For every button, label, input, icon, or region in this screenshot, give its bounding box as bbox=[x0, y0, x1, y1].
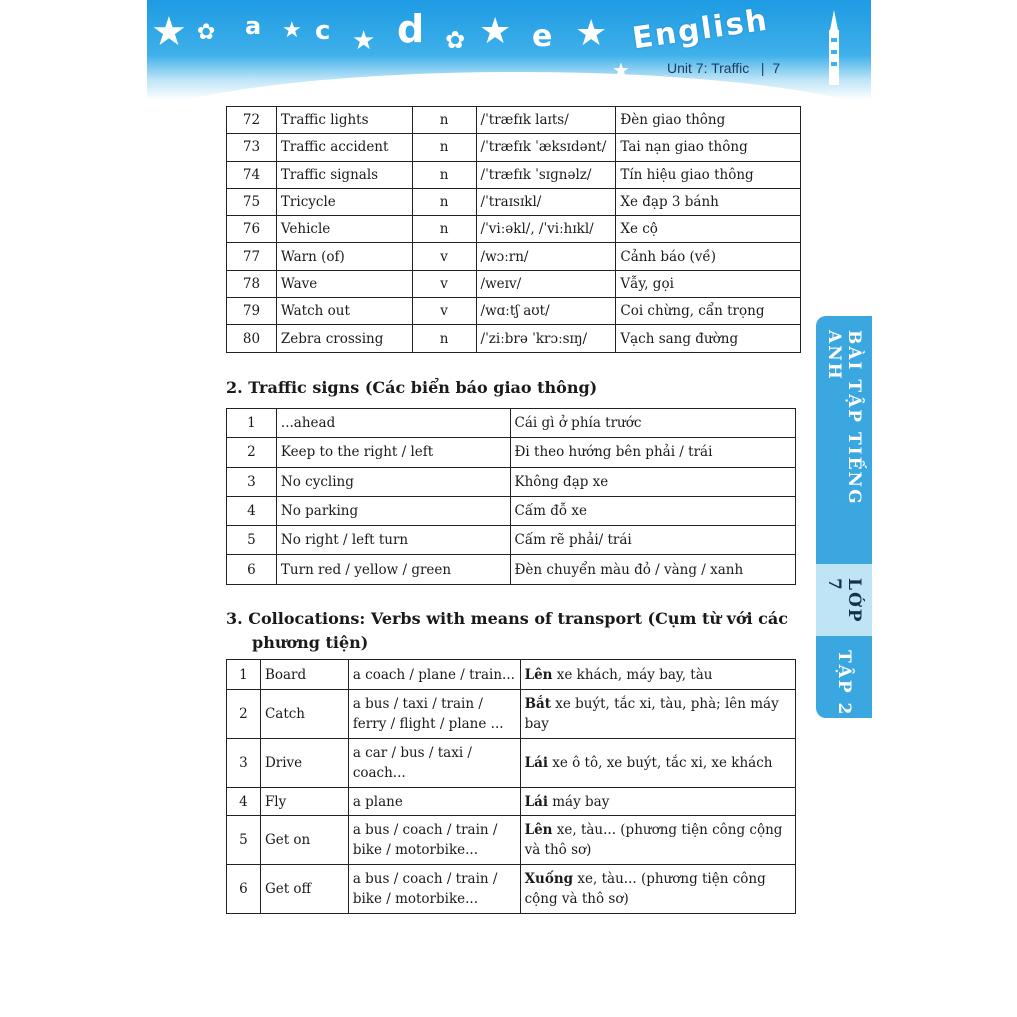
star-icon: ★ bbox=[151, 9, 187, 55]
row-number: 4 bbox=[227, 788, 261, 816]
row-number: 78 bbox=[227, 270, 277, 297]
vocab-word: Warn (of) bbox=[276, 243, 412, 270]
section-2-heading: 2. Traffic signs (Các biển báo giao thông) bbox=[226, 378, 598, 397]
table-row bbox=[227, 325, 801, 352]
star-icon: ★ bbox=[575, 13, 608, 54]
transport-object: a bus / coach / train / bike / motorbike... bbox=[348, 865, 520, 914]
part-of-speech: n bbox=[412, 325, 476, 352]
sign-vietnamese: Cấm rẽ phải/ trái bbox=[510, 526, 795, 555]
sign-english: No right / left turn bbox=[276, 526, 510, 555]
row-number: 4 bbox=[227, 496, 277, 525]
table-row bbox=[227, 438, 796, 467]
part-of-speech: v bbox=[412, 298, 476, 325]
side-tab-subject bbox=[816, 316, 872, 564]
row-number: 80 bbox=[227, 325, 277, 352]
table-row bbox=[227, 555, 796, 584]
row-number: 1 bbox=[227, 660, 261, 690]
pronunciation: /ˈtræfɪk ˈsɪɡnəlz/ bbox=[476, 161, 616, 188]
vocab-word: Vehicle bbox=[276, 216, 412, 243]
table-row bbox=[227, 188, 801, 215]
table-row bbox=[227, 216, 801, 243]
part-of-speech: n bbox=[412, 161, 476, 188]
sign-english: Turn red / yellow / green bbox=[276, 555, 510, 584]
table-row bbox=[227, 865, 796, 914]
sign-vietnamese: Đèn chuyển màu đỏ / vàng / xanh bbox=[510, 555, 795, 584]
sign-vietnamese: Cấm đỗ xe bbox=[510, 496, 795, 525]
tower-icon bbox=[819, 10, 849, 85]
pronunciation: /ˈviːəkl/, /ˈviːhɪkl/ bbox=[476, 216, 616, 243]
table-row bbox=[227, 526, 796, 555]
row-number: 2 bbox=[227, 690, 261, 739]
part-of-speech: n bbox=[412, 134, 476, 161]
banner-wave bbox=[147, 72, 871, 100]
verb: Fly bbox=[260, 788, 348, 816]
pronunciation: /ˈtræfɪk ˈæksɪdənt/ bbox=[476, 134, 616, 161]
row-number: 3 bbox=[227, 467, 277, 496]
table-row bbox=[227, 816, 796, 865]
collocation-meaning: Bắt xe buýt, tắc xi, tàu, phà; lên máy bay bbox=[520, 690, 795, 739]
table-row bbox=[227, 107, 801, 134]
table-row bbox=[227, 467, 796, 496]
part-of-speech: v bbox=[412, 243, 476, 270]
star-icon: ★ bbox=[282, 18, 302, 43]
pronunciation: /ˈtraɪsɪkl/ bbox=[476, 188, 616, 215]
page-number: 7 bbox=[772, 60, 781, 76]
row-number: 1 bbox=[227, 409, 277, 438]
collocation-meaning: Lên xe khách, máy bay, tàu bbox=[520, 660, 795, 690]
vocab-table bbox=[226, 106, 801, 353]
collocation-meaning: Lái xe ô tô, xe buýt, tắc xi, xe khách bbox=[520, 739, 795, 788]
part-of-speech: n bbox=[412, 216, 476, 243]
meaning: Coi chừng, cẩn trọng bbox=[616, 298, 801, 325]
row-number: 2 bbox=[227, 438, 277, 467]
sign-english: No cycling bbox=[276, 467, 510, 496]
row-number: 73 bbox=[227, 134, 277, 161]
section-3-heading bbox=[226, 607, 796, 655]
table-row bbox=[227, 298, 801, 325]
verb: Board bbox=[260, 660, 348, 690]
transport-object: a car / bus / taxi / coach... bbox=[348, 739, 520, 788]
verb: Drive bbox=[260, 739, 348, 788]
transport-object: a plane bbox=[348, 788, 520, 816]
vocab-word: Watch out bbox=[276, 298, 412, 325]
row-number: 3 bbox=[227, 739, 261, 788]
banner-letter-a: a bbox=[245, 12, 262, 40]
transport-object: a bus / taxi / train / ferry / flight / plane ... bbox=[348, 690, 520, 739]
header-banner bbox=[147, 0, 871, 100]
row-number: 74 bbox=[227, 161, 277, 188]
row-number: 5 bbox=[227, 816, 261, 865]
row-number: 79 bbox=[227, 298, 277, 325]
row-number: 75 bbox=[227, 188, 277, 215]
table-row bbox=[227, 134, 801, 161]
collocation-meaning: Lên xe, tàu... (phương tiện công cộng và thô sơ) bbox=[520, 816, 795, 865]
table-row bbox=[227, 690, 796, 739]
banner-letter-d: d bbox=[397, 7, 425, 51]
vocab-word: Zebra crossing bbox=[276, 325, 412, 352]
side-tab-volume-label: TẬP 2 bbox=[834, 650, 854, 717]
sign-english: Keep to the right / left bbox=[276, 438, 510, 467]
meaning: Xe đạp 3 bánh bbox=[616, 188, 801, 215]
pronunciation: /wɑːtʃ aʊt/ bbox=[476, 298, 616, 325]
pronunciation: /ˈziːbrə ˈkrɔːsɪŋ/ bbox=[476, 325, 616, 352]
star-icon: ✿ bbox=[197, 20, 216, 45]
vocab-word: Wave bbox=[276, 270, 412, 297]
part-of-speech: n bbox=[412, 188, 476, 215]
pronunciation: /weɪv/ bbox=[476, 270, 616, 297]
vocab-word: Traffic accident bbox=[276, 134, 412, 161]
meaning: Vẫy, gọi bbox=[616, 270, 801, 297]
english-logo: English bbox=[630, 2, 771, 57]
side-tab-subject-label: BÀI TẬP TIẾNG ANH bbox=[824, 330, 864, 506]
table-row bbox=[227, 409, 796, 438]
table-row bbox=[227, 788, 796, 816]
sign-vietnamese: Không đạp xe bbox=[510, 467, 795, 496]
row-number: 76 bbox=[227, 216, 277, 243]
verb: Get on bbox=[260, 816, 348, 865]
meaning: Tai nạn giao thông bbox=[616, 134, 801, 161]
table-row bbox=[227, 660, 796, 690]
star-icon: ★ bbox=[352, 26, 376, 56]
section-3-title-line2: phương tiện) bbox=[252, 633, 369, 652]
sign-english: ...ahead bbox=[276, 409, 510, 438]
vocab-word: Traffic lights bbox=[276, 107, 412, 134]
section-3-title-line1: 3. Collocations: Verbs with means of transport (Cụm từ với các bbox=[226, 609, 789, 628]
collocation-meaning: Lái máy bay bbox=[520, 788, 795, 816]
meaning: Cảnh báo (về) bbox=[616, 243, 801, 270]
pronunciation: /wɔːrn/ bbox=[476, 243, 616, 270]
row-number: 72 bbox=[227, 107, 277, 134]
table-row bbox=[227, 270, 801, 297]
table-row bbox=[227, 496, 796, 525]
table-row bbox=[227, 243, 801, 270]
sign-english: No parking bbox=[276, 496, 510, 525]
pronunciation: /ˈtræfɪk laɪts/ bbox=[476, 107, 616, 134]
side-tab-volume bbox=[816, 636, 872, 718]
side-tab-grade bbox=[816, 564, 872, 636]
verb: Catch bbox=[260, 690, 348, 739]
vocab-word: Traffic signals bbox=[276, 161, 412, 188]
part-of-speech: v bbox=[412, 270, 476, 297]
traffic-signs-table bbox=[226, 408, 796, 585]
part-of-speech: n bbox=[412, 107, 476, 134]
meaning: Đèn giao thông bbox=[616, 107, 801, 134]
transport-object: a bus / coach / train / bike / motorbike... bbox=[348, 816, 520, 865]
transport-object: a coach / plane / train... bbox=[348, 660, 520, 690]
unit-label: Unit 7: Traffic | 7 bbox=[667, 60, 781, 76]
row-number: 5 bbox=[227, 526, 277, 555]
table-row bbox=[227, 161, 801, 188]
collocation-meaning: Xuống xe, tàu... (phương tiện công cộng và thô sơ) bbox=[520, 865, 795, 914]
row-number: 77 bbox=[227, 243, 277, 270]
row-number: 6 bbox=[227, 555, 277, 584]
star-icon: ✿ bbox=[445, 26, 466, 54]
meaning: Tín hiệu giao thông bbox=[616, 161, 801, 188]
side-tab-grade-label: LỚP 7 bbox=[824, 578, 864, 624]
banner-letter-c: c bbox=[315, 16, 331, 46]
collocations-table bbox=[226, 659, 796, 914]
banner-letter-e: e bbox=[532, 19, 553, 54]
sign-vietnamese: Đi theo hướng bên phải / trái bbox=[510, 438, 795, 467]
vocab-word: Tricycle bbox=[276, 188, 412, 215]
verb: Get off bbox=[260, 865, 348, 914]
meaning: Vạch sang đường bbox=[616, 325, 801, 352]
row-number: 6 bbox=[227, 865, 261, 914]
meaning: Xe cộ bbox=[616, 216, 801, 243]
star-icon: ★ bbox=[479, 11, 512, 52]
star-icon: ★ bbox=[612, 58, 630, 82]
sign-vietnamese: Cái gì ở phía trước bbox=[510, 409, 795, 438]
table-row bbox=[227, 739, 796, 788]
